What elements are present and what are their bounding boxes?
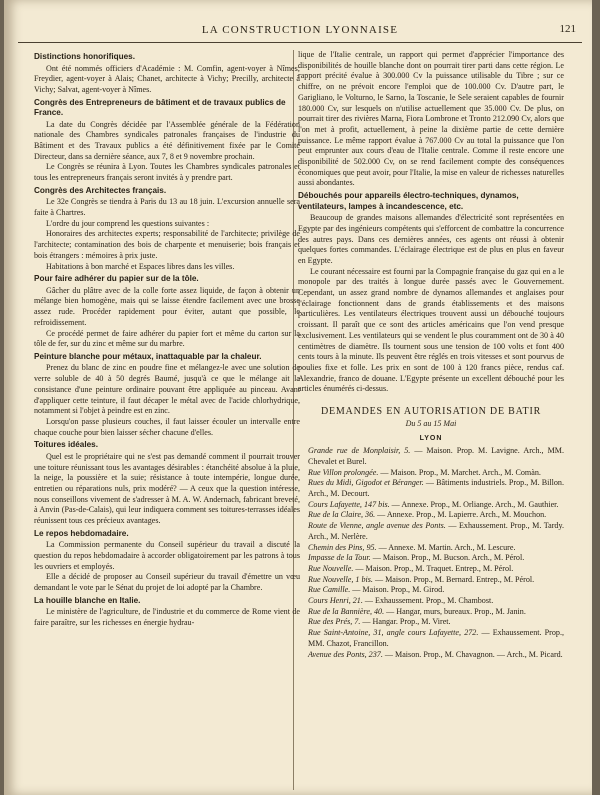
permit-address: Rue Nouvelle. [308,563,354,573]
article-paragraph: L'ordre du jour comprend les questions suivantes : [46,218,210,228]
page-header [18,16,582,43]
permit-address: Impasse de la Tour. [308,553,371,563]
permit-entry [298,521,564,542]
permit-details: — Maison. Prop., M. Bernard. Entrep., M. Pérol. [372,574,535,584]
article-heading: Débouchés pour appareils électro-techniques, dynamos, ventilateurs, lampes à incandescence, etc. [298,191,519,211]
permit-address: Avenue des Ponts, 237. [308,649,383,659]
article-paragraph: Beaucoup de grandes maisons allemandes d'électricité sont représentées en Egypte par des ingénieurs compétents qui s'efforcent de combattre la concurrence des autres pays. Dans ces dernières années, ces agents ont réussi à obtenir quelques fortes commandes. L'éclairage électrique est de plus en plus en faveur en Egypte. [298,213,564,265]
permit-details: — Annexe. Prop., M. Orliange. Arch., M. Gauthier. [389,499,559,509]
article-heading: Distinctions honorifiques. [34,52,135,61]
permit-details: — Maison. Prop., M. Traquet. Entrep., M. Pérol. [353,563,514,573]
permit-address: Rue de la Claire, 36. [308,510,376,520]
left-column [34,50,300,790]
article [34,98,300,184]
article-heading: Le repos hebdomadaire. [34,528,129,538]
permit-entry [298,617,564,628]
permit-address: Chemin des Pins, 95. [308,542,377,552]
permit-entry [298,650,564,661]
permit-entry [298,500,564,511]
permit-details: — Bâtiments industriels. Prop., M. Billon. Arch., M. Decourt. [308,478,564,499]
page-sheet [4,0,592,795]
article [34,52,300,96]
article-paragraph: Habitations à bon marché et Espaces libres dans les villes. [46,261,235,271]
permit-entry [298,564,564,575]
permit-entry [298,553,564,564]
permit-details: — Hangar. Prop., M. Viret. [360,617,451,627]
page-number: 121 [559,23,576,35]
city-label: LYON [419,434,443,442]
permit-entry [298,596,564,607]
demandes-title: DEMANDES EN AUTORISATION DE BATIR [320,406,542,418]
permit-details: — Maison. Prop. M. Lavigne. Arch., MM. Chevalet et Burel. [308,446,564,466]
article-paragraph: Lorsqu'on passe plusieurs couches, il faut laisser écouler un intervalle entre chaque couche pour bien laisser sécher chacune d'elles. [34,416,300,437]
permit-address: Rue Villon prolongée. [308,467,379,477]
demandes-list [298,446,564,660]
permit-details: — Exhaussement. Prop., MM. Chazot, Francillon. [308,628,564,648]
article-heading: Peinture blanche pour métaux, inattaquable par la chaleur. [34,351,262,361]
permit-entry [298,628,564,649]
article-heading: Congrès des Entrepreneurs de bâtiment et de travaux publics de France. [34,97,286,118]
permit-entry [298,478,564,499]
permit-entry [298,585,564,596]
article [298,191,564,395]
article-paragraph: Quel est le propriétaire qui ne s'est pas demandé comment il pourrait trouver une toiture réunissant tous les avantages désirables : étanchéité absolue à la pluie, la neige, la poussière et la suie; résistance à toute intempérie, longue durée, entretien ou réparations nuls, prix modéré? — A ceux que la question intéresse, nous conseillons vivement de s'adresser à M. A. W. Andernach, fabricant breveté, à Anvin (Pas-de-Calais), qui leur indiquera comment ses toitures-terrasses idéales réunissent tous ces précieux avantages. [34,451,300,526]
permit-entry [298,575,564,586]
permit-details: — Exhaussement. Prop., M. Chambost. [362,596,494,606]
permit-address: Grande rue de Monplaisir, 5. [308,446,411,456]
permit-details: — Hangar, murs, bureaux. Prop., M. Janin. [384,606,526,616]
permit-address: Rue Nouvelle, 1 bis. [308,574,373,584]
permit-entry [298,446,564,467]
permit-details: — Maison. Prop., M. Bucson. Arch., M. Pérol. [370,553,525,563]
permit-entry [298,543,564,554]
article-paragraph: Le Congrès se réunira à Lyon. Toutes les Chambres syndicales patronales et tous les entrepreneurs français seront invités à y prendre part. [34,162,300,183]
permit-address: Rue de la Bannière, 40. [308,606,385,616]
article-paragraph: Ce procédé permet de faire adhérer du papier fort et même du carton sur la tôle de fer, sur du zinc et même sur du marbre. [34,328,300,349]
article [34,596,300,629]
article [298,50,564,189]
article-paragraph: Ont été nommés officiers d'Académie : M. Comfin, agent-voyer à Nîmes; Freydier, agent-voyer à Alais; Chanet, architecte à Vichy; Precilly, architecte à Vichy; Salvat, agent-voyer à Nîmes. [34,63,300,94]
permit-address: Route de Vienne, angle avenue des Ponts. [308,521,446,531]
article-paragraph: lique de l'Italie centrale, un rapport qui permet d'apprécier l'importance des disponibilités de houille blanche dont on pourrait tirer parti dans cette région. Le rapport précité évalue à 300.000 Cv la puissance utilisable du Tibre ; sur ce chiffre, on ne prévoit encore l'emploi que de 100.000 Cv. D'autre part, le Garigliano, le Volturno, le Sarno, la Toscanie, le Sele seraient capables de fournir 180.000 Cv, sur lesquels on n'utilise actuellement que 35.000 Cv. De plus, on pourrait tirer des rivières Marna, Fiora Lombrone et Tronto 212.090 Cv, alors que l'on met à profit, actuellement, à peine la dixième partie de cette dernière puissance. Le même rapport évalue à 767.000 Cv au total la puissance que l'on peut emprunter aux cours d'eau de l'Italie centrale. Comme il reste encore une disponibilité de 502.000 Cv, on se rend facilement compte des conséquences économiques que peut avoir, pour l'Italie, la mise en valeur de richesses naturelles aussi abondantes. [298,50,564,188]
permit-entry [298,468,564,479]
permit-address: Cours Henri, 21. [308,596,363,606]
permit-address: Rue Camille. [308,585,351,595]
article [34,186,300,272]
permit-address: Cours Lafayette, 147 bis. [308,499,390,509]
article-paragraph: La Commission permanente du Conseil supérieur du travail a discuté la question du repos hebdomadaire à accorder obligatoirement par les patrons à tous les ouvriers et employés. [34,540,300,571]
permit-details: — Maison. Prop., M. Marchet. Arch., M. Comàn. [378,467,541,477]
article-paragraph: Honoraires des architectes experts; responsabilité de l'architecte; privilège de l'architecte; contamination des bois de charpente et menuiserie; bois français et bois étrangers : mémoires à prix juste. [34,229,300,260]
permit-details: — Exhaussement. Prop., M. Tardy. Arch., M. Nerlère. [308,521,564,541]
article-paragraph: Le 32e Congrès se tiendra à Paris du 13 au 18 juin. L'excursion annuelle sera faite à Chartres. [34,197,300,218]
permit-entry [298,607,564,618]
article-heading: La houille blanche en Italie. [34,595,141,605]
permit-address: Rue Saint-Antoine, 31, angle cours Lafayette, 272. [308,628,479,638]
article-heading: Congrès des Architectes français. [34,185,167,195]
article [34,352,300,438]
permit-address: Rue des Prés, 7. [308,617,361,627]
permit-entry [298,510,564,521]
article-heading: Toitures idéales. [34,440,99,450]
article-paragraph: Le courant nécessaire est fourni par la Compagnie française du gaz qui en a le monopole par des traités à longue durée passés avec le Gouvernement. Cependant, un assez grand nombre de dynamos allemandes et anglaises pour l'éclairage fonctionnent dans de grands établissements et des maisons particulières. Les ventilateurs électriques trouvent aussi un débouché toujours croissant. Il paraît que ce sont des articles américains que l'on vend presque exclusivement. Les ventilateurs qui se vendent le plus couramment ont de 30 à 40 centimètres de diamètre. Ils tournent sous une tension de 100 volts et font 400 cents tours à la minute. Ils peuvent être réglés en trois vitesses et sont pourvus de poulies fixe et folle. Les prix en sont de 100 à 120 francs pièce, rendus caf. Alexandrie, franco de douane. L'Egypte présente un excellent débouché pour les articles énumérés ci-dessus. [298,266,564,394]
right-articles [298,50,564,395]
permit-details: — Annexe. Prop., M. Lapierre. Arch., M. Mouchon. [375,510,547,520]
permit-details: — Maison. Prop., M. Chavagnon. — Arch., M. Picard. [382,649,563,659]
article [34,440,300,526]
permit-details: — Maison. Prop., M. Girod. [350,585,445,595]
article-paragraph: Elle a décidé de proposer au Conseil supérieur du travail d'émettre un vœu demandant le vote par le Sénat du projet de loi adopté par la Chambre. [34,572,300,593]
article [34,274,300,350]
right-column [298,50,564,790]
article-heading: Pour faire adhérer du papier sur de la tôle. [34,274,199,284]
demandes-section [298,407,564,660]
article-paragraph: La date du Congrès décidée par l'Assemblée générale de la Fédération nationale des Chambres syndicales patronales françaises de l'industrie du Bâtiment et des Travaux publics a été définitivement fixée par le Comité Directeur, dans sa dernière séance, aux 7, 8 et 9 novembre prochain. [34,119,300,161]
journal-title: LA CONSTRUCTION LYONNAISE [201,24,399,36]
article-paragraph: Prenez du blanc de zinc en poudre fine et mélangez-le avec une solution de verre soluble de 40 à 50 degrés Baumé, jusqu'à ce que le mélange ait la consistance d'une peinture ordinaire pouvant être appliquée au pinceau. Avant d'appliquer cette teinture, il faut décaper le métal avec de l'acide chlorhydrique, notamment si l'objet à peindre est en zinc. [34,363,300,416]
permit-address: Rues du Midi, Gigodot et Béranger. [308,478,424,488]
article [34,529,300,594]
article-paragraph: Le ministère de l'agriculture, de l'industrie et du commerce de Rome vient de faire paraître, sur les richesses en énergie hydrau- [34,607,300,628]
permit-details: — Annexe. M. Martin. Arch., M. Lescure. [376,542,516,552]
demandes-subtitle: Du 5 au 15 Mai [405,418,457,428]
article-paragraph: Gâcher du plâtre avec de la colle forte assez liquide, de façon à obtenir un mélange bien homogène, mais qui se laisse étendre facilement avec une brosse assez rude. Procéder rapidement pour éviter, autant que possible, le refroidissement. [34,285,300,327]
